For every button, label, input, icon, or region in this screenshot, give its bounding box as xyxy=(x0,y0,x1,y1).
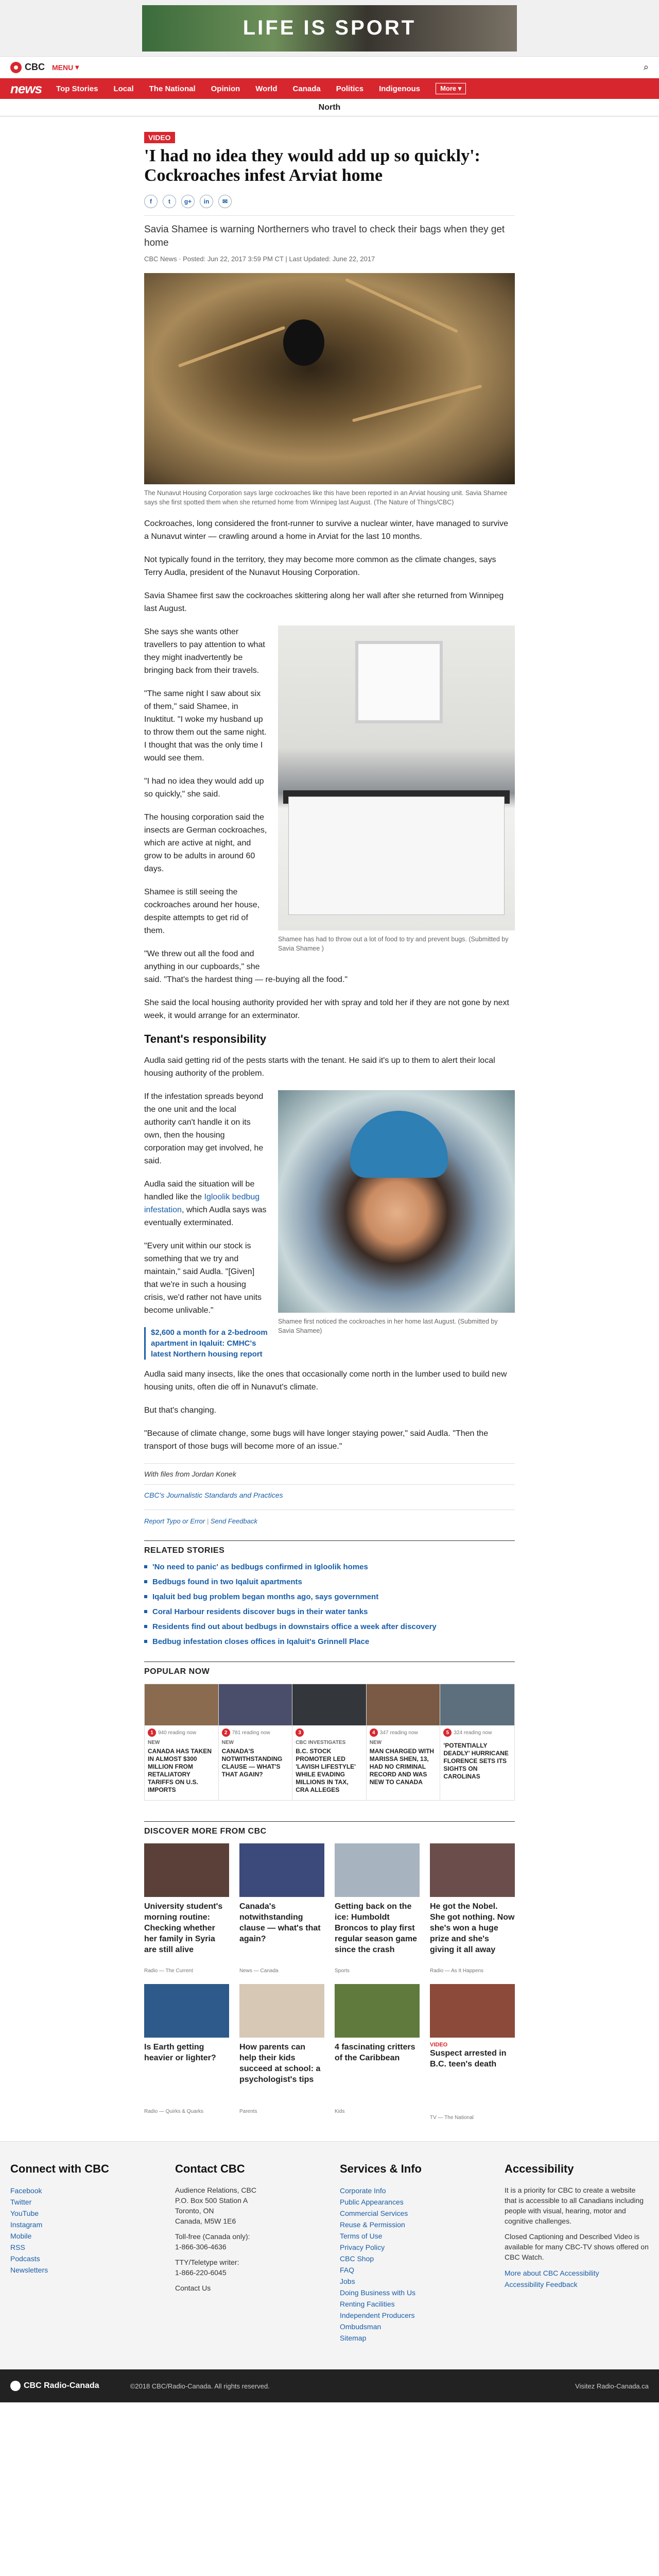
send-feedback-link[interactable]: Send Feedback xyxy=(210,1517,257,1525)
text-span: Audla said the situation will be handled like the xyxy=(144,1180,255,1201)
menu-label: MENU xyxy=(52,63,74,72)
feedback-links: Report Typo or Error | Send Feedback xyxy=(144,1510,515,1525)
popular-rank xyxy=(367,1725,440,1738)
tty-label: TTY/Teletype writer: xyxy=(175,2258,239,2266)
popular-headline[interactable]: CANADA'S NOTWITHSTANDING CLAUSE — WHAT'S THAT AGAIN? xyxy=(221,1748,283,1778)
paragraph: She said the local housing authority provided her with spray and told her if they are not gone by next week, it would arrange for an exterminator. xyxy=(144,998,509,1020)
discover-card[interactable] xyxy=(335,1843,420,1974)
news-logo[interactable]: news xyxy=(10,80,42,96)
connect-link[interactable]: YouTube xyxy=(10,2209,39,2217)
discover-source: Kids xyxy=(335,2109,345,2114)
paragraph: "Every unit within our stock is something that we try and maintain," said Audla. "[Given] that we're in such a housing crisis, we'd rather not have units become unlivable." xyxy=(144,1242,262,1315)
byline: CBC News · Posted: Jun 22, 2017 3:59 PM CT | Last Updated: June 22, 2017 xyxy=(144,255,375,263)
report-error-link[interactable]: Report Typo or Error xyxy=(144,1517,205,1525)
bottom-bar xyxy=(0,2369,659,2402)
nav-item-indigenous[interactable]: Indigenous xyxy=(379,84,421,93)
nav-item-canada[interactable]: Canada xyxy=(292,84,321,93)
popular-thumbnail[interactable] xyxy=(440,1684,514,1725)
services-link[interactable]: Terms of Use xyxy=(340,2232,383,2240)
paragraph: "We threw out all the food and anything in our cupboards," she said. "That's the hardest thing — re-buying all the food." xyxy=(144,950,348,984)
article xyxy=(144,116,515,1525)
toll-free xyxy=(175,2231,340,2252)
article-deck: Savia Shamee is warning Northerners who travel to check their bags when they get home xyxy=(144,215,515,250)
paragraph: Not typically found in the territory, they may become more common as the climate changes, says Terry Audla, president of the Nunavut Housing Corporation. xyxy=(144,555,496,577)
popular-item[interactable] xyxy=(292,1684,367,1800)
footer-heading: Accessibility xyxy=(505,2162,574,2175)
more-label: More xyxy=(440,84,457,92)
paragraph: But that's changing. xyxy=(144,1406,217,1415)
toll-number: 1-866-306-4636 xyxy=(175,2243,227,2251)
paragraph: Shamee is still seeing the cockroaches around her house, despite attempts to get rid of them. xyxy=(144,888,260,935)
popular-category: NEW xyxy=(148,1740,160,1745)
discover-source: Radio — As It Happens xyxy=(430,1968,483,1974)
paragraph: "Because of climate change, some bugs will have longer staying power," said Audla. "Then the transport of those bugs will become more of an issue." xyxy=(144,1429,489,1451)
popular-thumbnail[interactable] xyxy=(219,1684,292,1725)
search-icon[interactable]: ⌕ xyxy=(643,62,649,72)
gem-icon xyxy=(10,2381,21,2391)
discover-card[interactable] xyxy=(144,1843,229,1974)
services-link[interactable]: Doing Business with Us xyxy=(340,2289,416,2297)
footer-connect xyxy=(10,2162,175,2344)
discover-headline[interactable]: He got the Nobel. She got nothing. Now she's won a huge prize and she's giving it all away xyxy=(430,1902,515,1954)
services-link[interactable]: Reuse & Permission xyxy=(340,2221,405,2229)
discover-source: Radio — The Current xyxy=(144,1968,193,1974)
kitchen-caption: Shamee has had to throw out a lot of food to try and prevent bugs. (Submitted by Savia Shamee ) xyxy=(278,936,509,952)
discover-title: DISCOVER MORE FROM CBC xyxy=(144,1821,515,1836)
discover-headline[interactable]: Suspect arrested in B.C. teen's death xyxy=(430,2049,507,2069)
reading-count: 940 reading now xyxy=(158,1730,196,1736)
share-bar xyxy=(144,195,515,208)
discover-grid xyxy=(144,1843,515,2121)
related-title: RELATED STORIES xyxy=(144,1540,515,1555)
paragraph: The housing corporation said the insects are German cockroaches, which are active at night, and grow to be adults in around 60 days. xyxy=(144,813,267,873)
facebook-icon[interactable]: f xyxy=(144,195,158,208)
radio-canada-link[interactable]: Visitez Radio-Canada.ca xyxy=(575,2382,649,2390)
cbc-brand[interactable]: CBC xyxy=(25,62,45,72)
paragraph: Cockroaches, long considered the front-runner to survive a nuclear winter, have managed to survive a Nunavut winter — crawling around a home in Arviat for the last 10 months. xyxy=(144,519,509,541)
popular-headline[interactable]: B.C. STOCK PROMOTER LED 'LAVISH LIFESTYLE' WHILE EVADING MILLIONS IN TAX, CRA ALLEGES xyxy=(296,1748,356,1793)
section-heading: Tenant's responsibility xyxy=(144,1032,267,1045)
popular-title: POPULAR NOW xyxy=(144,1662,515,1676)
popular-item[interactable] xyxy=(219,1684,293,1800)
accessibility-feedback-link[interactable]: Accessibility Feedback xyxy=(505,2280,578,2289)
credit: With files from Jordan Konek xyxy=(144,1463,515,1485)
services-link[interactable]: Sitemap xyxy=(340,2334,367,2342)
connect-link[interactable]: Instagram xyxy=(10,2221,43,2229)
cbc-gem-icon[interactable] xyxy=(10,62,22,73)
tty xyxy=(175,2257,340,2278)
popular-rank xyxy=(440,1725,514,1738)
paragraph: She says she wants other travellers to pay attention to what they might inadvertently be bringing back from their travels. xyxy=(144,628,265,675)
standards-link[interactable]: CBC's Journalistic Standards and Practices xyxy=(144,1491,283,1499)
popular-category: CBC INVESTIGATES xyxy=(296,1740,346,1745)
more-button[interactable]: More ▾ xyxy=(436,83,466,94)
footer-heading: Contact CBC xyxy=(175,2162,245,2175)
services-link[interactable]: Public Appearances xyxy=(340,2198,404,2206)
section-label-north[interactable]: North xyxy=(318,103,341,112)
reading-count: 324 reading now xyxy=(454,1730,492,1736)
discover-headline[interactable]: Is Earth getting heavier or lighter? xyxy=(144,2043,216,2062)
address-line: Canada, M5W 1E6 xyxy=(175,2217,236,2225)
discover-headline[interactable]: Canada's notwithstanding clause — what's that again? xyxy=(239,1902,321,1943)
popular-rank xyxy=(219,1725,292,1738)
address-line: P.O. Box 500 Station A xyxy=(175,2196,248,2205)
chevron-down-icon: ▾ xyxy=(75,63,79,71)
rank-badge: 1 xyxy=(148,1728,156,1737)
discover-card[interactable] xyxy=(335,1984,420,2121)
related-item xyxy=(144,1622,515,1631)
popular-rank xyxy=(292,1725,366,1738)
paragraph: Audla said many insects, like the ones that occasionally come north in the lumber used to build new housing units, often die off in Nunavut's climate. xyxy=(144,1370,507,1392)
connect-link[interactable]: Mobile xyxy=(10,2232,32,2240)
related-item xyxy=(144,1607,515,1616)
popular-headline[interactable]: MAN CHARGED WITH MARISSA SHEN, 13, HAD NO CRIMINAL RECORD AND WAS NEW TO CANADA xyxy=(369,1748,435,1786)
igloolik-link[interactable]: Igloolik bedbug infestation xyxy=(144,1193,260,1214)
discover-card[interactable] xyxy=(430,1843,515,1974)
brand-label: CBC Radio-Canada xyxy=(24,2381,99,2390)
popular-list xyxy=(144,1684,515,1801)
email-icon[interactable]: ✉ xyxy=(218,195,232,208)
discover-card[interactable] xyxy=(144,1984,229,2121)
paragraph: "I had no idea they would add up so quickly," she said. xyxy=(144,777,264,799)
related-item xyxy=(144,1563,515,1571)
discover-card[interactable] xyxy=(239,1984,324,2121)
discover-thumbnail[interactable] xyxy=(144,1984,229,2038)
related-link[interactable]: Residents find out about bedbugs in downstairs office a week after discovery xyxy=(152,1622,437,1631)
toll-label: Toll-free (Canada only): xyxy=(175,2232,250,2241)
popular-headline[interactable]: 'POTENTIALLY DEADLY' HURRICANE FLORENCE SETS ITS SIGHTS ON CAROLINAS xyxy=(443,1742,509,1780)
connect-link[interactable]: RSS xyxy=(10,2243,25,2251)
discover-thumbnail[interactable] xyxy=(430,1984,515,2038)
copyright: ©2018 CBC/Radio-Canada. All rights reserved. xyxy=(130,2382,270,2390)
kitchen-image xyxy=(278,625,515,930)
popular-category: NEW xyxy=(221,1740,234,1745)
popular-rank xyxy=(145,1725,218,1738)
footer-heading: Connect with CBC xyxy=(10,2162,109,2175)
related-link[interactable]: Bedbugs found in two Iqaluit apartments xyxy=(152,1578,302,1586)
discover-source: TV — The National xyxy=(430,2115,474,2121)
footer-contact xyxy=(175,2162,340,2344)
related-stories xyxy=(144,1540,515,2121)
nav-item-the-national[interactable]: The National xyxy=(149,84,196,93)
footer-services xyxy=(340,2162,505,2344)
ad-image[interactable]: LIFE IS SPORT xyxy=(142,5,517,52)
related-link[interactable]: 'No need to panic' as bedbugs confirmed in Igloolik homes xyxy=(152,1563,368,1571)
kitchen-figure xyxy=(278,625,515,963)
services-link[interactable]: CBC Shop xyxy=(340,2255,374,2263)
discover-source: Radio — Quirks & Quarks xyxy=(144,2109,204,2114)
section-nav xyxy=(0,99,659,116)
related-item xyxy=(144,1592,515,1601)
rank-badge: 3 xyxy=(296,1728,304,1737)
services-link[interactable]: Independent Producers xyxy=(340,2311,415,2319)
discover-headline[interactable]: Getting back on the ice: Humboldt Broncos to play first regular season game since the crash xyxy=(335,1902,418,1954)
popular-thumbnail[interactable] xyxy=(145,1684,218,1725)
cbc-radio-canada-logo[interactable] xyxy=(10,2381,99,2391)
reading-count: 347 reading now xyxy=(379,1730,418,1736)
accessibility-link[interactable]: More about CBC Accessibility xyxy=(505,2269,599,2277)
services-link[interactable]: FAQ xyxy=(340,2266,355,2274)
address-line: Toronto, ON xyxy=(175,2207,214,2215)
related-link[interactable]: Coral Harbour residents discover bugs in their water tanks xyxy=(152,1607,368,1616)
nav-item-politics[interactable]: Politics xyxy=(336,84,364,93)
discover-headline[interactable]: 4 fascinating critters of the Caribbean xyxy=(335,2043,415,2062)
ad-banner[interactable] xyxy=(0,0,659,57)
child-image xyxy=(278,1090,515,1313)
text-span: , which Audla says was eventually exterminated. xyxy=(144,1206,267,1227)
discover-thumbnail[interactable] xyxy=(239,1984,324,2038)
paragraph: Audla said getting rid of the pests starts with the tenant. He said it's up to them to alert their local housing authority of the problem. xyxy=(144,1056,495,1078)
nav-item-world[interactable]: World xyxy=(255,84,278,93)
footer-heading: Services & Info xyxy=(340,2162,422,2175)
menu-button[interactable] xyxy=(52,63,79,72)
discover-source: Parents xyxy=(239,2109,257,2114)
discover-card[interactable] xyxy=(239,1843,324,1974)
nav-item-top-stories[interactable]: Top Stories xyxy=(56,84,98,93)
tty-number: 1-866-220-6045 xyxy=(175,2268,227,2277)
discover-headline[interactable]: How parents can help their kids succeed at school: a psychologist's tips xyxy=(239,2043,321,2084)
google-plus-icon[interactable]: g+ xyxy=(181,195,195,208)
rank-badge: 4 xyxy=(370,1728,378,1737)
services-link[interactable]: Commercial Services xyxy=(340,2209,408,2217)
discover-thumbnail[interactable] xyxy=(335,1843,420,1897)
services-link[interactable]: Jobs xyxy=(340,2277,355,2285)
reading-count: 781 reading now xyxy=(232,1730,270,1736)
services-link[interactable]: Corporate Info xyxy=(340,2187,386,2195)
related-link[interactable]: Iqaluit bed bug problem began months ago, says government xyxy=(152,1592,379,1601)
hero-caption: The Nunavut Housing Corporation says large cockroaches like this have been reported in an Arviat housing unit. Savia Shamee says she first spotted them when she returned home from Winnipeg last August. (The Nature of Things/CBC) xyxy=(144,489,508,506)
nav-item-opinion[interactable]: Opinion xyxy=(211,84,240,93)
video-badge: VIDEO xyxy=(144,132,175,143)
twitter-icon[interactable]: t xyxy=(163,195,176,208)
connect-link[interactable]: Twitter xyxy=(10,2198,32,2206)
main-nav xyxy=(0,78,659,99)
popular-thumbnail[interactable] xyxy=(292,1684,366,1725)
accessibility-text: It is a priority for CBC to create a website that is accessible to all Canadians including people with visual, hearing, motor and cognitive challenges. xyxy=(505,2186,644,2225)
hero-image-cockroach xyxy=(144,273,515,484)
rank-badge: 5 xyxy=(443,1728,452,1737)
contact-us-link[interactable]: Contact Us xyxy=(175,2284,211,2292)
popular-item[interactable] xyxy=(367,1684,441,1800)
discover-thumbnail[interactable] xyxy=(335,1984,420,2038)
discover-source: News — Canada xyxy=(239,1968,279,1974)
connect-link[interactable]: Facebook xyxy=(10,2187,42,2195)
footer xyxy=(0,2141,659,2369)
article-title: 'I had no idea they would add up so quickly': Cockroaches infest Arviat home xyxy=(144,146,480,185)
child-figure xyxy=(278,1090,515,1346)
popular-category: NEW xyxy=(369,1740,382,1745)
services-link[interactable]: Privacy Policy xyxy=(340,2243,385,2251)
paragraph: "The same night I saw about six of them," said Shamee, in Inuktitut. "I woke my husband up to throw them out the same night. I thought that was the only time I would see them. xyxy=(144,689,267,762)
connect-link[interactable]: Podcasts xyxy=(10,2255,40,2263)
address-line: Audience Relations, CBC xyxy=(175,2186,256,2194)
services-link[interactable]: Renting Facilities xyxy=(340,2300,395,2308)
popular-item[interactable] xyxy=(440,1684,514,1800)
inline-related-link[interactable]: $2,600 a month for a 2-bedroom apartment in Iqaluit: CMHC's latest Northern housing report xyxy=(151,1328,268,1359)
nav-item-local[interactable]: Local xyxy=(113,84,134,93)
discover-card[interactable] xyxy=(430,1984,515,2121)
contact-address xyxy=(175,2185,340,2226)
discover-thumbnail[interactable] xyxy=(239,1843,324,1897)
rank-badge: 2 xyxy=(222,1728,230,1737)
popular-thumbnail[interactable] xyxy=(367,1684,440,1725)
footer-accessibility xyxy=(505,2162,649,2344)
related-item xyxy=(144,1578,515,1586)
popular-item[interactable] xyxy=(145,1684,219,1800)
popular-headline[interactable]: CANADA HAS TAKEN IN ALMOST $300 MILLION FROM RETALIATORY TARIFFS ON U.S. IMPORTS xyxy=(148,1748,212,1793)
child-caption: Shamee first noticed the cockroaches in her home last August. (Submitted by Savia Shamee) xyxy=(278,1318,498,1334)
related-link[interactable]: Bedbug infestation closes offices in Iqaluit's Grinnell Place xyxy=(152,1637,370,1646)
related-item xyxy=(144,1637,515,1646)
discover-thumbnail[interactable] xyxy=(144,1843,229,1897)
discover-headline[interactable]: University student's morning routine: Checking whether her family in Syria are still alive xyxy=(144,1902,223,1954)
services-link[interactable]: Ombudsman xyxy=(340,2323,381,2331)
connect-link[interactable]: Newsletters xyxy=(10,2266,48,2274)
video-badge: VIDEO xyxy=(430,2042,448,2048)
accessibility-text: Closed Captioning and Described Video is available for many CBC-TV shows offered on CBC Watch. xyxy=(505,2232,649,2261)
top-bar xyxy=(0,57,659,78)
discover-thumbnail[interactable] xyxy=(430,1843,515,1897)
linkedin-icon[interactable]: in xyxy=(200,195,213,208)
paragraph: If the infestation spreads beyond the one unit and the local authority can't handle it on its own, then the housing corporation may get involved, he said. xyxy=(144,1092,264,1165)
paragraph: Savia Shamee first saw the cockroaches skittering along her wall after she returned from Winnipeg last August. xyxy=(144,591,504,613)
discover-source: Sports xyxy=(335,1968,350,1974)
